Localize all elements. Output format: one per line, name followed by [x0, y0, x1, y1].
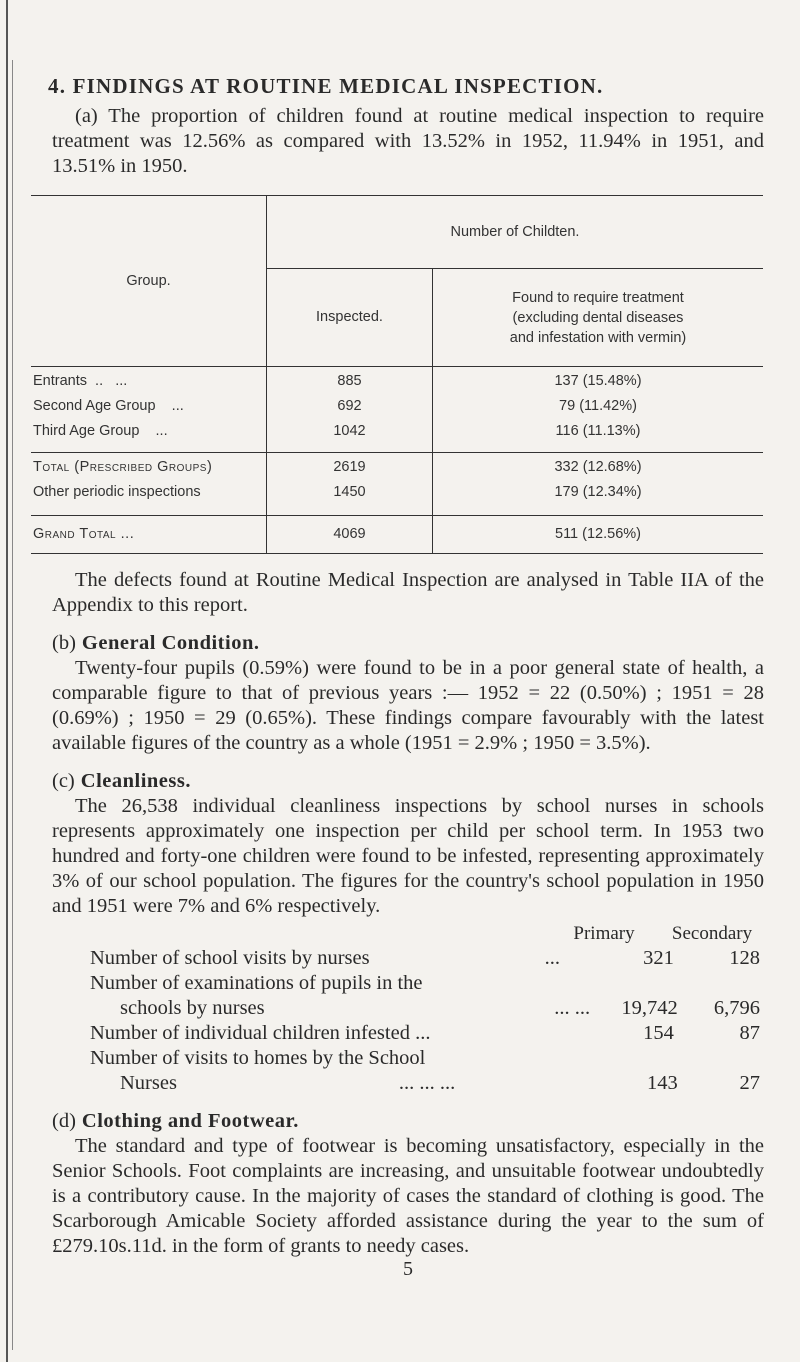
inspection-table — [31, 195, 763, 554]
table-row-grand-total: Grand Total ... 4069 511 (12.56%) — [31, 516, 763, 554]
page-content — [33, 74, 764, 1280]
page-number: 5 — [403, 1258, 413, 1280]
clothing-text: The standard and type of footwear is becoming unsatisfactory, especially in the Senior Schools. Foot complaints are increasing, and unsuitable footwear undoubtedly is a contributory cause. In the majority of cases the standard of clothing is good. The Scarborough Amicable Society afforded assistance during the year to the sum of £279.10s.11d. in the form of grants to needy cases. — [52, 1135, 764, 1257]
primary-header: Primary — [573, 923, 635, 944]
defects-note: The defects found at Routine Medical Inspection are analysed in Table IIA of the Appendix to this report. — [52, 569, 764, 616]
inspected-header: Inspected. — [267, 269, 433, 367]
nurse-visits-table — [52, 921, 764, 1096]
intro-paragraph: (a) The proportion of children found at routine medical inspection to require treatment was 12.56% as compared with 13.52% in 1952, 11.94% in 1951, and 13.51% in 1950. — [52, 105, 764, 177]
cleanliness-text: The 26,538 individual cleanliness inspections by school nurses in schools represents approximately one inspection per child per school term. In 1953 two hundred and forty-one children were found to be infested, representing approximately 3% of our school population. The figures for the country's school population in 1950 and 1951 were 7% and 6% respectively. — [52, 795, 764, 917]
binding-edge — [6, 0, 8, 1362]
secondary-header: Secondary — [671, 923, 753, 944]
table-row-total: Total (Prescribed Groups) 2619 332 (12.68%) — [31, 453, 763, 481]
group-header: Group. — [31, 196, 267, 367]
binding-edge-inner — [12, 60, 13, 1350]
cleanliness-heading: (c) Cleanliness. — [52, 770, 191, 792]
visits-row: Number of individual children infested ... 154 87 — [90, 1022, 760, 1044]
number-of-children-header: Number of Childten. — [267, 196, 764, 269]
table-row: Third Age Group ... 1042 116 (11.13%) — [31, 419, 763, 453]
section-heading: 4. FINDINGS AT ROUTINE MEDICAL INSPECTION. — [48, 74, 604, 98]
visits-row: Number of examinations of pupils in the — [90, 972, 423, 994]
general-condition-heading: (b) General Condition. — [52, 632, 260, 654]
clothing-heading: (d) Clothing and Footwear. — [52, 1110, 299, 1132]
visits-row: schools by nurses ... ... 19,742 6,796 — [120, 997, 760, 1019]
table-row: Second Age Group ... 692 79 (11.42%) — [31, 394, 763, 419]
found-header: Found to require treatment (excluding dental diseases and infestation with vermin) — [509, 289, 687, 346]
general-condition-text: Twenty-four pupils (0.59%) were found to be in a poor general state of health, a comparable figure to that of previous years :— 1952 = 22 (0.50%) ; 1951 = 28 (0.69%) ; 1950 = 29 (0.65%). These findings compare favourably with the latest available figures of the country as a whole (1951 = 2.9% ; 1950 = 3.5%). — [52, 657, 764, 754]
table-row: Entrants .. ... 885 137 (15.48%) — [31, 367, 763, 395]
table-row-other: Other periodic inspections 1450 179 (12.34%) — [31, 480, 763, 516]
visits-row: Number of visits to homes by the School — [90, 1047, 426, 1069]
visits-row: Number of school visits by nurses ... 321 128 — [90, 947, 760, 969]
visits-row: Nurses ... ... ... 143 27 — [120, 1072, 760, 1094]
